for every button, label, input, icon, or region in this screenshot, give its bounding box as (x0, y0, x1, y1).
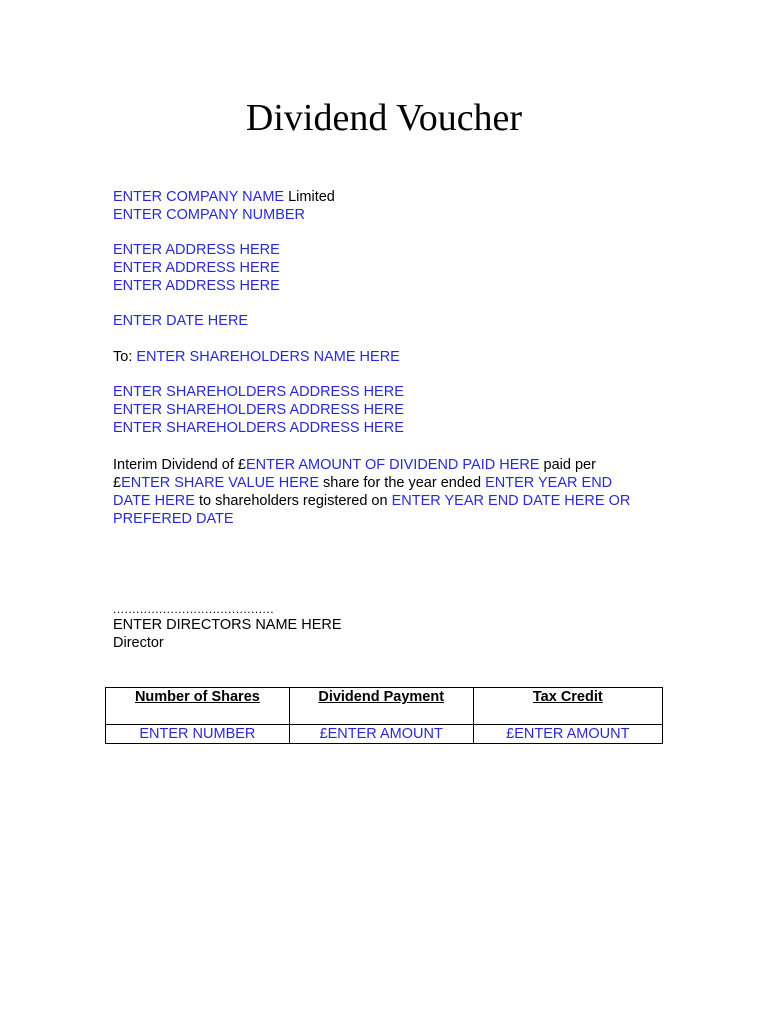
registered-date-placeholder-a[interactable]: ENTER YEAR END DATE HERE OR (391, 493, 631, 509)
paragraph-text-3: £ (113, 475, 122, 491)
year-end-placeholder-a[interactable]: ENTER YEAR END (485, 475, 613, 491)
shareholder-name-placeholder[interactable]: ENTER SHAREHOLDERS NAME HERE (136, 349, 400, 365)
company-name-placeholder[interactable]: ENTER COMPANY NAME (113, 189, 285, 205)
paragraph-line-1 (113, 456, 661, 474)
recipient-line (113, 348, 400, 366)
company-address-line-1[interactable]: ENTER ADDRESS HERE (113, 242, 280, 258)
dividend-paragraph (113, 456, 661, 528)
director-name-placeholder[interactable]: ENTER DIRECTORS NAME HERE (113, 617, 342, 633)
signature-line: .......................................... (113, 602, 275, 616)
paragraph-text-5: to shareholders registered on (194, 493, 392, 509)
paragraph-line-2 (113, 474, 661, 492)
paragraph-text-2: paid per (539, 457, 596, 473)
header-tax-credit: Tax Credit (473, 688, 662, 725)
year-end-placeholder-b[interactable]: DATE HERE (113, 493, 195, 509)
document-title: Dividend Voucher (245, 97, 523, 139)
share-value-placeholder[interactable]: ENTER SHARE VALUE HERE (121, 475, 320, 491)
company-address-line-3[interactable]: ENTER ADDRESS HERE (113, 278, 280, 294)
company-number-placeholder[interactable]: ENTER COMPANY NUMBER (113, 207, 306, 223)
dividend-table (105, 687, 663, 744)
registered-date-placeholder-b[interactable]: PREFERED DATE (113, 511, 234, 527)
table-row (106, 725, 663, 744)
shareholder-address-line-3[interactable]: ENTER SHAREHOLDERS ADDRESS HERE (113, 420, 404, 436)
director-role: Director (113, 635, 164, 651)
paragraph-text-1: Interim Dividend of £ (113, 457, 246, 473)
paragraph-line-3 (113, 492, 661, 510)
company-address-line-2[interactable]: ENTER ADDRESS HERE (113, 260, 280, 276)
paragraph-text-4: share for the year ended (319, 475, 486, 491)
to-label: To: (113, 349, 137, 365)
shareholder-address-line-1[interactable]: ENTER SHAREHOLDERS ADDRESS HERE (113, 384, 404, 400)
cell-dividend-payment[interactable]: £ENTER AMOUNT (289, 725, 473, 744)
paragraph-line-4 (113, 510, 661, 528)
company-name-suffix: Limited (284, 189, 335, 205)
company-name-line (113, 188, 335, 206)
cell-number-of-shares[interactable]: ENTER NUMBER (106, 725, 290, 744)
date-placeholder[interactable]: ENTER DATE HERE (113, 313, 249, 329)
cell-tax-credit[interactable]: £ENTER AMOUNT (473, 725, 662, 744)
shareholder-address-line-2[interactable]: ENTER SHAREHOLDERS ADDRESS HERE (113, 402, 404, 418)
table-header-row (106, 688, 663, 725)
header-dividend-payment: Dividend Payment (289, 688, 473, 725)
header-number-of-shares: Number of Shares (106, 688, 290, 725)
dividend-amount-placeholder[interactable]: ENTER AMOUNT OF DIVIDEND PAID HERE (245, 457, 540, 473)
